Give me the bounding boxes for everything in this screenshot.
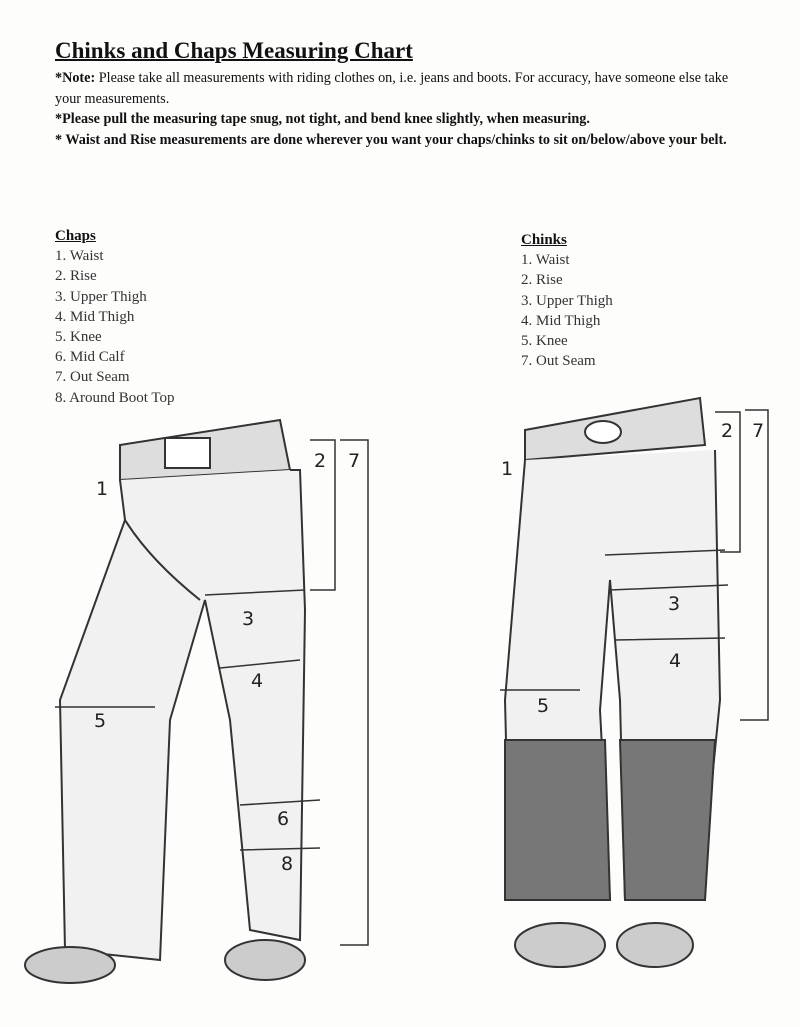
chaps-label-knee: 5 [94, 710, 107, 732]
chinks-heading: Chinks [521, 232, 567, 248]
chaps-label-boot-top: 8 [281, 853, 294, 875]
chaps-label-mid-thigh: 4 [251, 670, 264, 692]
list-item: 1. Waist [55, 248, 104, 265]
list-item: 1. Waist [521, 252, 570, 269]
list-item: 3. Upper Thigh [55, 288, 147, 305]
chaps-label-waist: 1 [96, 478, 109, 500]
list-item: 7. Out Seam [521, 353, 596, 370]
list-item: 4. Mid Thigh [55, 308, 135, 325]
page-title: Chinks and Chaps Measuring Chart [55, 38, 413, 63]
chinks-drawing [500, 398, 768, 967]
note-3: * Waist and Rise measurements are done wherever you want your chaps/chinks to sit on/below/above your belt. [55, 131, 727, 148]
list-item: 7. Out Seam [55, 369, 130, 386]
list-item: 3. Upper Thigh [521, 292, 613, 309]
list-item: 8. Around Boot Top [55, 389, 175, 406]
chaps-label-upper-thigh: 3 [242, 608, 255, 630]
chaps-label-mid-calf: 6 [277, 808, 290, 830]
note-lead: *Note: [55, 70, 96, 86]
chaps-label-out-seam: 7 [348, 450, 361, 472]
list-item: 4. Mid Thigh [521, 312, 601, 329]
list-item: 5. Knee [55, 329, 102, 346]
note-text: Please take all measurements with riding clothes on, i.e. jeans and boots. For accuracy, have someone else take your measurements. [55, 70, 729, 107]
list-item: 2. Rise [55, 268, 97, 285]
chinks-label-rise: 2 [721, 420, 734, 442]
chaps-heading: Chaps [55, 228, 96, 244]
list-item: 5. Knee [521, 333, 568, 350]
chinks-label-out-seam: 7 [752, 420, 765, 442]
list-item: 6. Mid Calf [55, 349, 125, 366]
list-item: 2. Rise [521, 272, 563, 289]
chaps-drawing [25, 420, 368, 983]
chinks-label-mid-thigh: 4 [669, 650, 682, 672]
chinks-label-upper-thigh: 3 [668, 593, 681, 615]
chinks-label-waist: 1 [501, 458, 514, 480]
note-2: *Please pull the measuring tape snug, not tight, and bend knee slightly, when measuring. [55, 111, 590, 127]
chinks-label-knee: 5 [537, 695, 550, 717]
chaps-label-rise: 2 [314, 450, 327, 472]
